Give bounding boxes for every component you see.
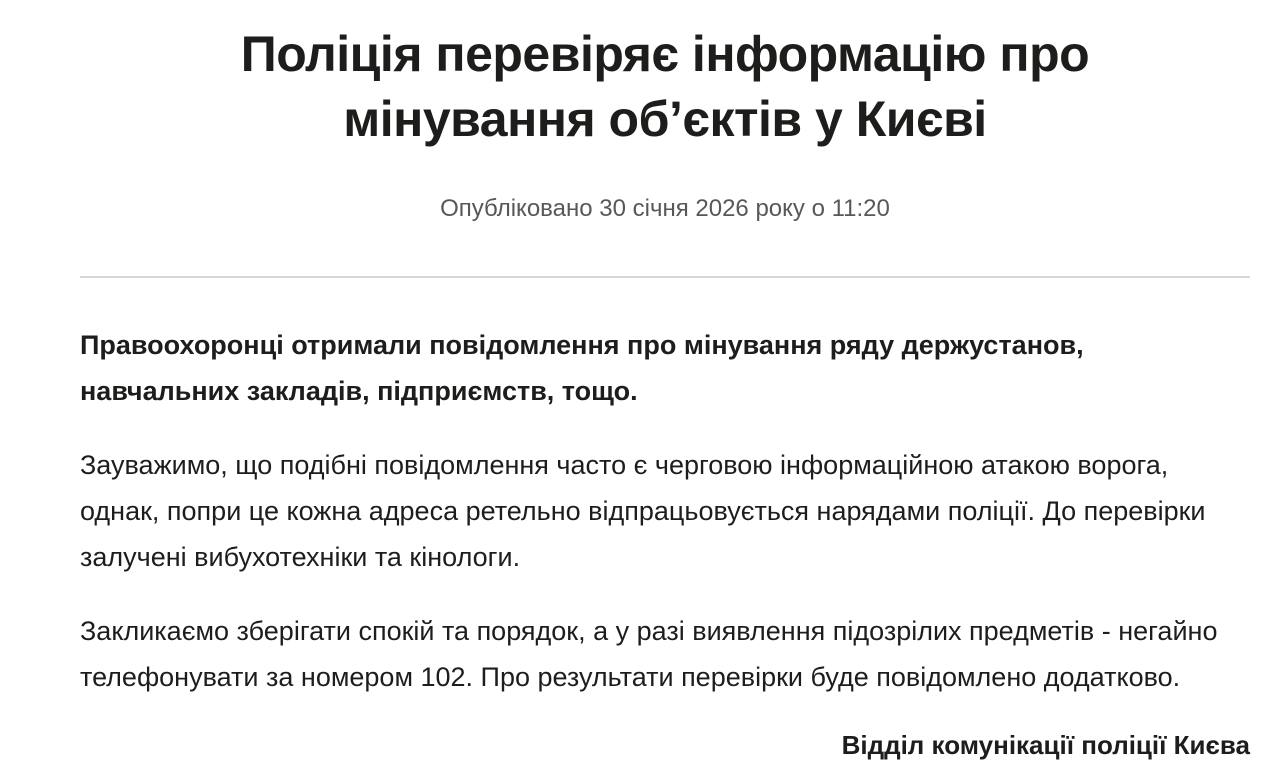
body-paragraph-2: Закликаємо зберігати спокій та порядок, а у разі виявлення підозрілих предметів - негайно телефонувати за номером 102. Про результати перевірки буде повідомлено додатково. bbox=[80, 616, 1218, 692]
divider bbox=[80, 276, 1250, 278]
publish-date: Опубліковано 30 січня 2026 року о 11:20 bbox=[440, 195, 890, 222]
news-article bbox=[80, 22, 1250, 760]
byline: Відділ комунікації поліції Києва bbox=[841, 730, 1250, 760]
article-title: Поліція перевіряє інформацію про мінування об’єктів у Києві bbox=[240, 26, 1090, 147]
lead-paragraph: Правоохоронці отримали повідомлення про мінування ряду держустанов, навчальних закладів, підприємств, тощо. bbox=[80, 330, 1084, 406]
body-paragraph-1: Зауважимо, що подібні повідомлення часто є черговою інформаційною атакою ворога, однак, попри це кожна адреса ретельно відпрацьовується нарядами поліції. До перевірки залучені вибухотехніки та кінологи. bbox=[80, 450, 1206, 572]
